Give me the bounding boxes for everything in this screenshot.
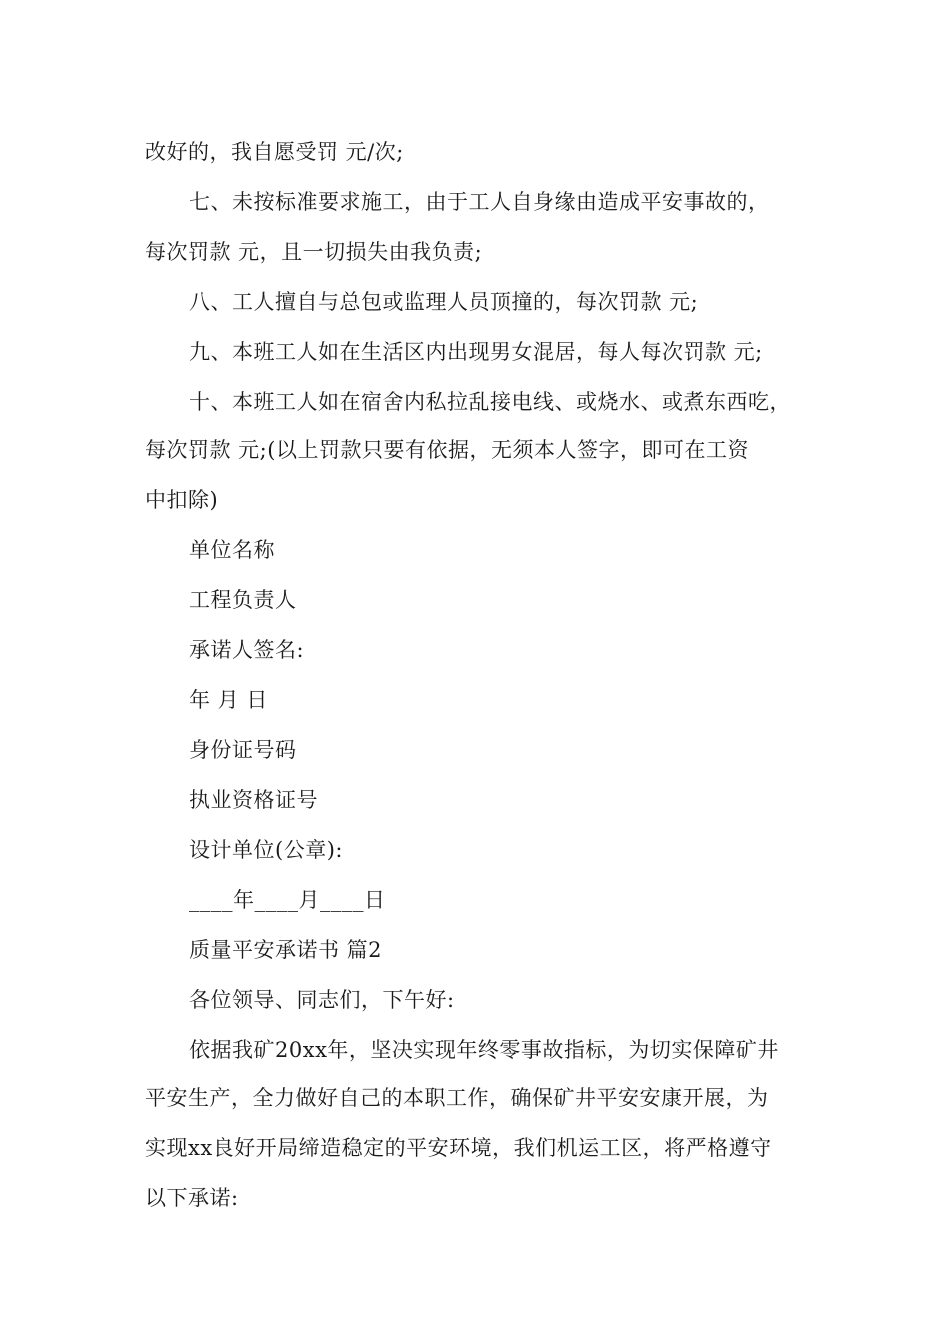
text-line: 身份证号码 (189, 738, 297, 762)
text-line: 各位领导、同志们，下午好: (189, 988, 455, 1012)
text-line: 依据我矿20xx年，坚决实现年终零事故指标，为切实保障矿井 (189, 1038, 779, 1062)
text-line: 年 月 日 (189, 688, 268, 712)
text-line: 中扣除) (145, 488, 219, 512)
text-line: 改好的，我自愿受罚 元/次; (145, 140, 404, 164)
text-line: 单位名称 (189, 538, 275, 562)
text-line: 工程负责人 (189, 588, 297, 612)
text-line: 九、本班工人如在生活区内出现男女混居，每人每次罚款 元; (189, 340, 763, 364)
text-line: 八、工人擅自与总包或监理人员顶撞的，每次罚款 元; (189, 290, 699, 314)
text-line: 七、未按标准要求施工，由于工人自身缘由造成平安事故的， (189, 190, 770, 214)
text-line: 设计单位(公章): (189, 838, 343, 862)
text-line: ____年____月____日 (189, 888, 386, 912)
text-line: 十、本班工人如在宿舍内私拉乱接电线、或烧水、或煮东西吃， (189, 390, 791, 414)
text-line: 质量平安承诺书 篇2 (189, 938, 383, 962)
text-line: 实现xx良好开局缔造稳定的平安环境，我们机运工区，将严格遵守 (145, 1136, 772, 1160)
text-line: 承诺人签名: (189, 638, 305, 662)
text-line: 以下承诺: (145, 1186, 239, 1210)
text-line: 每次罚款 元;(以上罚款只要有依据，无须本人签字，即可在工资 (145, 438, 749, 462)
text-line: 每次罚款 元，且一切损失由我负责; (145, 240, 483, 264)
text-line: 平安生产，全力做好自己的本职工作，确保矿井平安安康开展，为 (145, 1086, 769, 1110)
text-line: 执业资格证号 (189, 788, 318, 812)
